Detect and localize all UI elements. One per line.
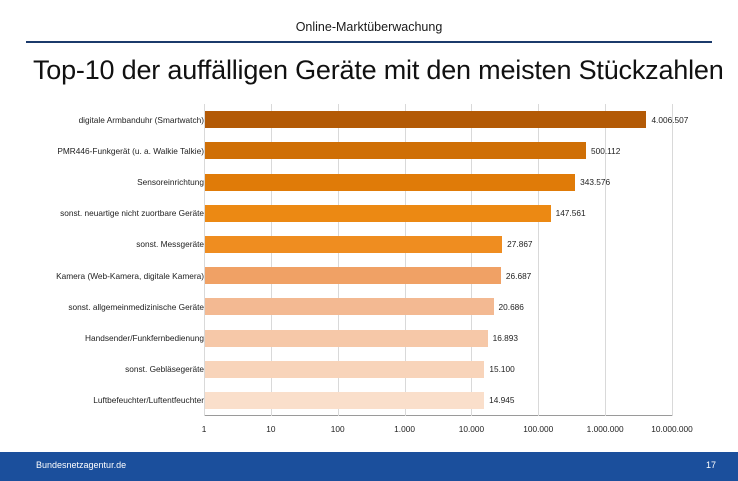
category-label: sonst. neuartige nicht zuortbare Geräte <box>60 208 204 219</box>
x-tick-label: 1.000.000 <box>586 424 624 434</box>
bar <box>205 142 586 159</box>
x-tick-label: 10.000 <box>458 424 485 434</box>
x-tick-label: 100 <box>330 424 345 434</box>
bar-value-label: 14.945 <box>489 395 515 406</box>
x-axis-line <box>204 415 672 416</box>
bar-value-label: 147.561 <box>555 208 586 219</box>
category-label: Handsender/Funkfernbedienung <box>84 333 204 343</box>
category-label: PMR446-Funkgerät (u. a. Walkie Talkie) <box>57 145 204 156</box>
category-label: Luftbefeuchter/Luftentfeuchter <box>93 395 204 406</box>
category-label: Kamera (Web-Kamera, digitale Kamera) <box>56 270 204 281</box>
category-label: sonst. Gebläsegeräte <box>125 364 204 375</box>
category-label: sonst. allgemeinmedizinische Geräte <box>68 301 204 312</box>
x-axis-ticks <box>201 418 693 438</box>
category-label: sonst. Messgeräte <box>136 239 204 250</box>
x-tick-label: 1.000 <box>394 424 415 434</box>
bar-value-label: 15.100 <box>489 364 515 375</box>
bar-value-label: 16.893 <box>492 333 519 343</box>
x-tick-label: 10.000.000 <box>651 424 693 434</box>
bar-value-label: 343.576 <box>580 177 611 187</box>
slide-footer <box>0 452 738 481</box>
bar <box>205 267 501 284</box>
x-tick-label: 1 <box>201 424 207 434</box>
category-label: Sensoreinrichtung <box>137 177 204 187</box>
plot-area <box>204 104 689 416</box>
footer-page-number: 17 <box>705 460 716 470</box>
x-tick-label: 100.000 <box>523 424 554 434</box>
bar-value-label: 26.687 <box>505 270 532 281</box>
bar-value-label: 4.006.507 <box>651 114 689 125</box>
category-label: digitale Armbanduhr (Smartwatch) <box>78 114 204 125</box>
bar <box>205 361 484 378</box>
page-title: Top-10 der auffälligen Geräte mit den meisten Stückzahlen <box>33 55 724 85</box>
bar <box>205 205 551 222</box>
bar <box>205 298 494 315</box>
header-divider <box>26 41 712 43</box>
bar <box>205 236 502 253</box>
bar <box>205 111 646 128</box>
chart <box>0 104 738 444</box>
bar <box>205 330 488 347</box>
header-title: Online-Marktüberwachung <box>295 20 443 34</box>
x-tick-label: 10 <box>266 424 276 434</box>
bar <box>205 174 575 191</box>
slide-header <box>0 0 738 42</box>
bar-value-label: 500.112 <box>591 145 621 156</box>
bar <box>205 392 484 409</box>
gridline <box>672 104 673 416</box>
category-axis <box>0 104 204 416</box>
bar-value-label: 27.867 <box>507 239 533 250</box>
bar-value-label: 20.686 <box>498 301 524 312</box>
footer-brand: Bundesnetzagentur.de <box>36 460 127 470</box>
